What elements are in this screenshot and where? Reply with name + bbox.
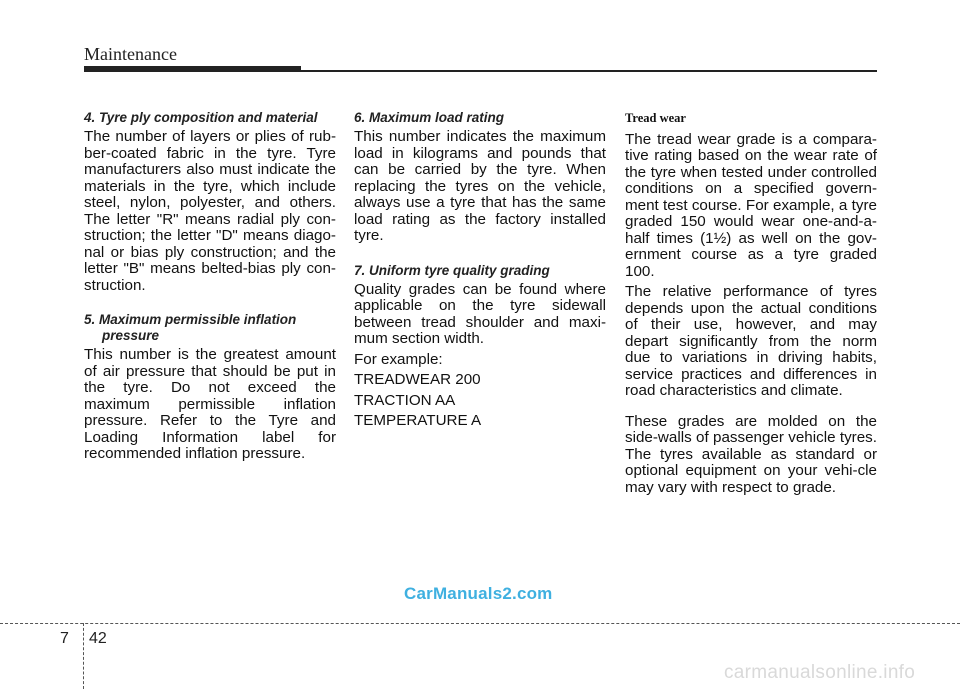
- page-section-title: Maintenance: [84, 44, 177, 64]
- header-rule-thick: [84, 66, 301, 72]
- subheading-max-inflation: 5. Maximum permissible inflation pressure: [84, 312, 297, 343]
- example-label: For example:: [354, 350, 443, 368]
- paragraph-tread-wear-2: The relative performance of tyres depends upon the actual conditions of their use, however, and may depart significantly from the norm due to variations in driving habits, service practices and differences in road characteristics and climate.: [625, 283, 877, 399]
- paragraph-tread-wear-1: The tread wear grade is a compara-tive rating based on the wear rate of the tyre when tested under controlled conditions on a specified govern-ment test course. For example, a tyre graded 150 would wear one-and-a-half times (1½) as well on the gov-ernment course as a tyre graded 100.: [625, 130, 877, 280]
- footer-vertical-divider: [83, 623, 84, 689]
- chapter-number: 7: [60, 630, 69, 647]
- subheading-max-load: 6. Maximum load rating: [354, 110, 505, 125]
- header-rule-thin: [301, 70, 877, 72]
- site-watermark: carmanualsonline.info: [724, 662, 916, 683]
- example-temperature: TEMPERATURE A: [354, 412, 482, 429]
- paragraph-utqg: Quality grades can be found where applicable on the tyre sidewall between tread shoulder and maxi-mum section width.: [354, 280, 606, 347]
- example-treadwear: TREADWEAR 200: [354, 371, 481, 388]
- footer-divider: [0, 623, 960, 624]
- column-left: [84, 110, 336, 467]
- column-middle: [354, 110, 606, 434]
- subheading-tyre-ply: 4. Tyre ply composition and material: [84, 110, 318, 125]
- paragraph-max-load: This number indicates the maximum load in kilograms and pounds that can be carried by the tyre. When replacing the tyres on the vehicle, always use a tyre that has the same load rating as the factory installed tyre.: [354, 128, 606, 244]
- paragraph-max-inflation: This number is the greatest amount of air pressure that should be put in the tyre. Do not exceed the maximum permissible inflation pressure. Refer to the Tyre and Loading Information label for recommended inflation pressure.: [84, 346, 336, 462]
- example-traction: TRACTION AA: [354, 391, 456, 409]
- paragraph-tread-wear-3: These grades are molded on the side-walls of passenger vehicle tyres. The tyres available as standard or optional equipment on your vehi-cle may vary with respect to grade.: [625, 412, 877, 496]
- watermark-link[interactable]: CarManuals2.com: [404, 584, 553, 603]
- paragraph-tyre-ply: The number of layers or plies of rub-ber-coated fabric in the tyre. Tyre manufacturers also must indicate the materials in the tyre, which include steel, nylon, polyester, and others. The letter "R" means radial ply con-struction; the letter "D" means diago-nal or bias ply construction; and the letter "B" means belted-bias ply con-struction.: [84, 128, 336, 294]
- subheading-utqg: 7. Uniform tyre quality grading: [354, 262, 550, 278]
- column-right: [625, 110, 877, 500]
- subheading-tread-wear: Tread wear: [625, 111, 686, 125]
- page-number: 42: [89, 630, 107, 647]
